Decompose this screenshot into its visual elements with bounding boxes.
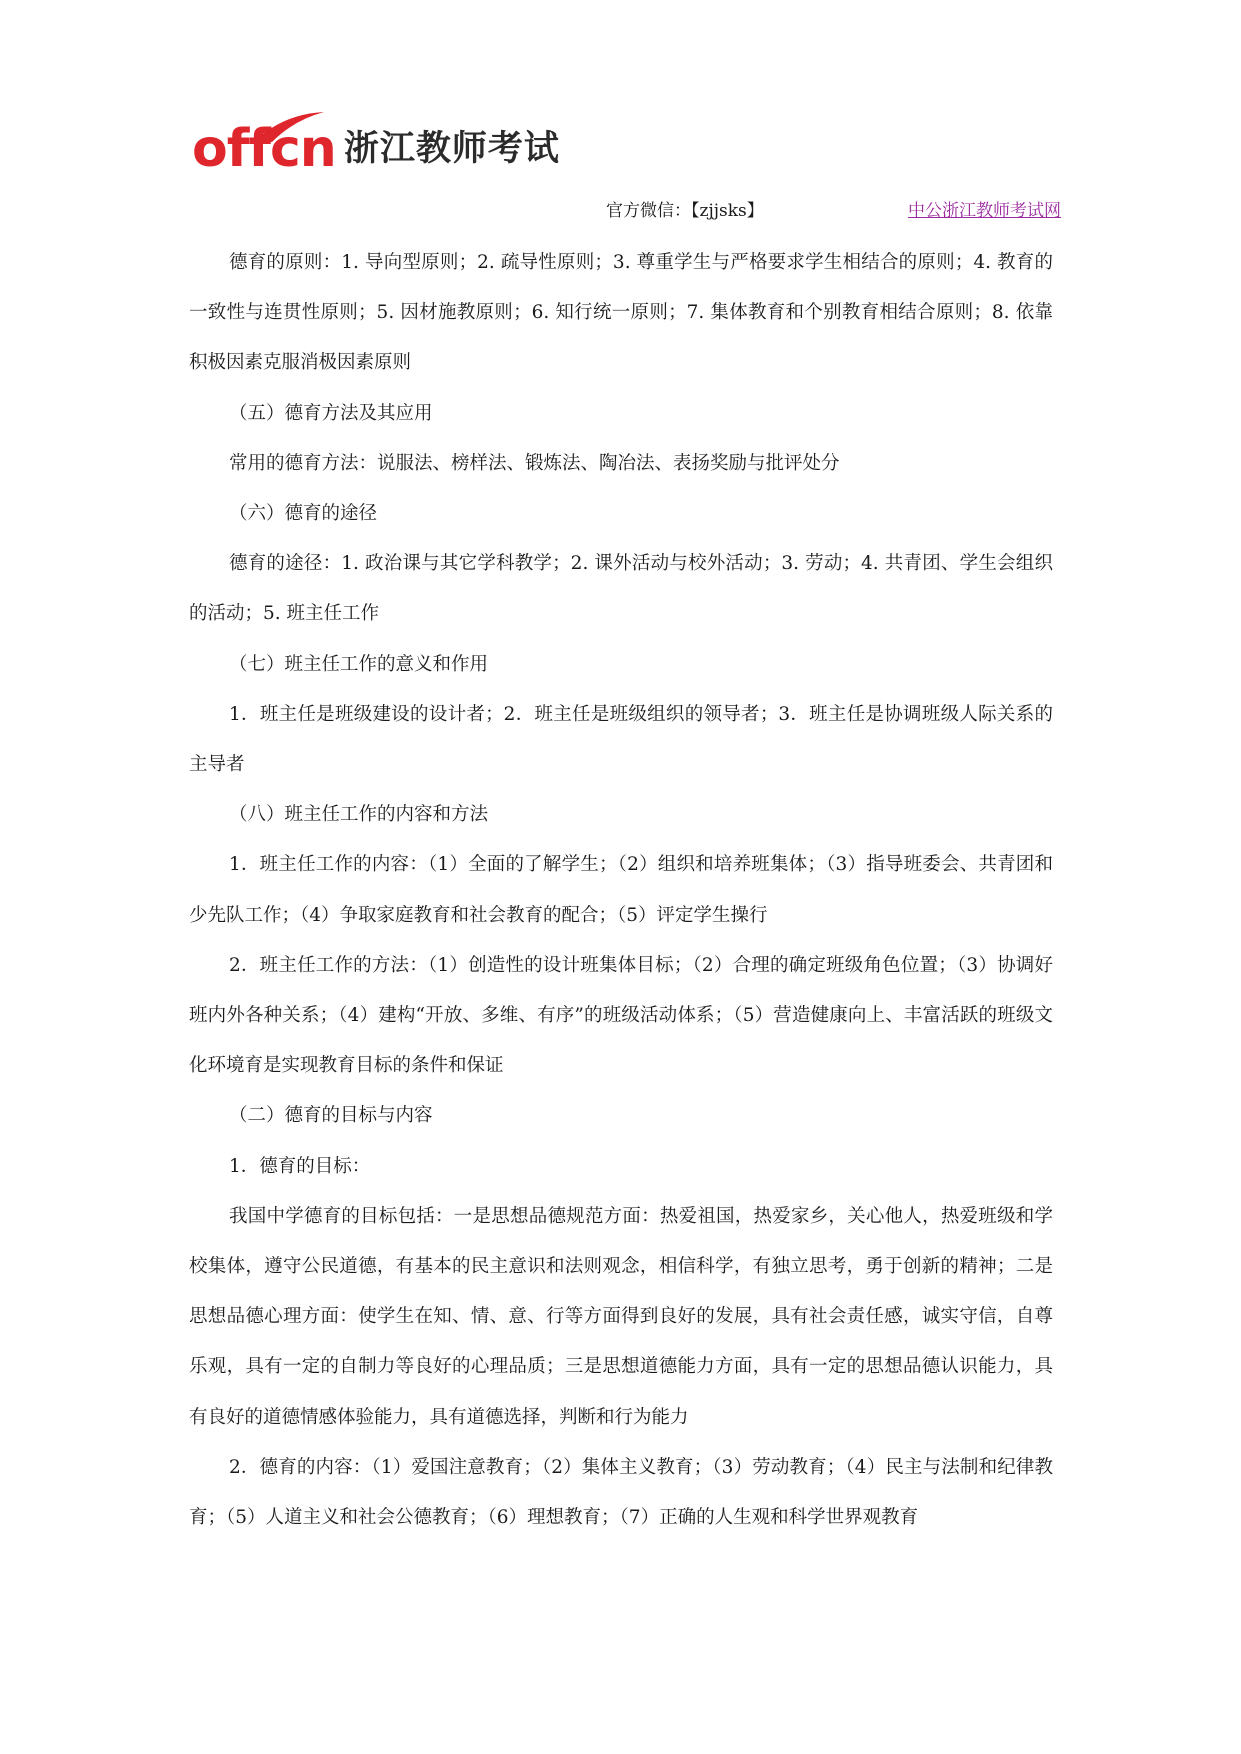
swoosh-icon — [254, 110, 326, 144]
paragraph: 1．班主任是班级建设的设计者；2．班主任是班级组织的领导者；3．班主任是协调班级人际关系的主导者 — [189, 703, 1053, 776]
paragraph: 常用的德育方法：说服法、榜样法、锻炼法、陶冶法、表扬奖励与批评处分 — [229, 452, 840, 474]
paragraph: 2．班主任工作的方法：（1）创造性的设计班集体目标；（2）合理的确定班级角色位置；（3）协调好班内外各种关系；（4）建构“开放、多维、有序”的班级活动体系；（5）营造健康向上、丰富活跃的班级文化环境育是实现教育目标的条件和保证 — [189, 954, 1053, 1077]
brand-logo — [192, 118, 560, 180]
paragraph: 2．德育的内容：（1）爱国注意教育；（2）集体主义教育；（3）劳动教育；（4）民主与法制和纪律教育；（5）人道主义和社会公德教育；（6）理想教育；（7）正确的人生观和科学世界观教育 — [189, 1456, 1053, 1529]
section-heading: （五）德育方法及其应用 — [229, 402, 433, 424]
section-heading: （六）德育的途径 — [229, 503, 378, 525]
section-heading: （八）班主任工作的内容和方法 — [229, 804, 489, 826]
logo-text: 浙江教师考试 — [343, 129, 560, 169]
document-body — [189, 238, 1053, 1543]
paragraph: 德育的途径：1. 政治课与其它学科教学；2. 课外活动与校外活动；3. 劳动；4. 共青团、学生会组织的活动；5. 班主任工作 — [189, 553, 1053, 625]
site-link[interactable]: 中公浙江教师考试网 — [908, 201, 1061, 221]
paragraph: 1．班主任工作的内容：（1）全面的了解学生；（2）组织和培养班集体；（3）指导班委会、共青团和少先队工作；（4）争取家庭教育和社会教育的配合；（5）评定学生操行 — [189, 854, 1053, 926]
offcn-logo-mark — [192, 118, 336, 180]
section-heading: （二）德育的目标与内容 — [229, 1105, 433, 1127]
page-header — [0, 196, 1241, 222]
wechat-account: 官方微信：【zjjsks】 — [606, 201, 764, 221]
section-heading: （七）班主任工作的意义和作用 — [229, 653, 489, 675]
paragraph: 德育的原则：1. 导向型原则；2. 疏导性原则；3. 尊重学生与严格要求学生相结合的原则；4. 教育的一致性与连贯性原则；5. 因材施教原则；6. 知行统一原则；7. 集体教育和个别教育相结合原则；8. 依靠积极因素克服消极因素原则 — [189, 252, 1053, 374]
paragraph: 1．德育的目标： — [229, 1155, 371, 1177]
logo-mark-text: offcn — [192, 119, 336, 179]
paragraph: 我国中学德育的目标包括：一是思想品德规范方面：热爱祖国，热爱家乡，关心他人，热爱班级和学校集体，遵守公民道德，有基本的民主意识和法则观念，相信科学，有独立思考，勇于创新的精神；二是思想品德心理方面：使学生在知、情、意、行等方面得到良好的发展，具有社会责任感，诚实守信，自尊乐观，具有一定的自制力等良好的心理品质；三是思想道德能力方面，具有一定的思想品德认识能力，具有良好的道德情感体验能力，具有道德选择，判断和行为能力 — [189, 1205, 1053, 1428]
